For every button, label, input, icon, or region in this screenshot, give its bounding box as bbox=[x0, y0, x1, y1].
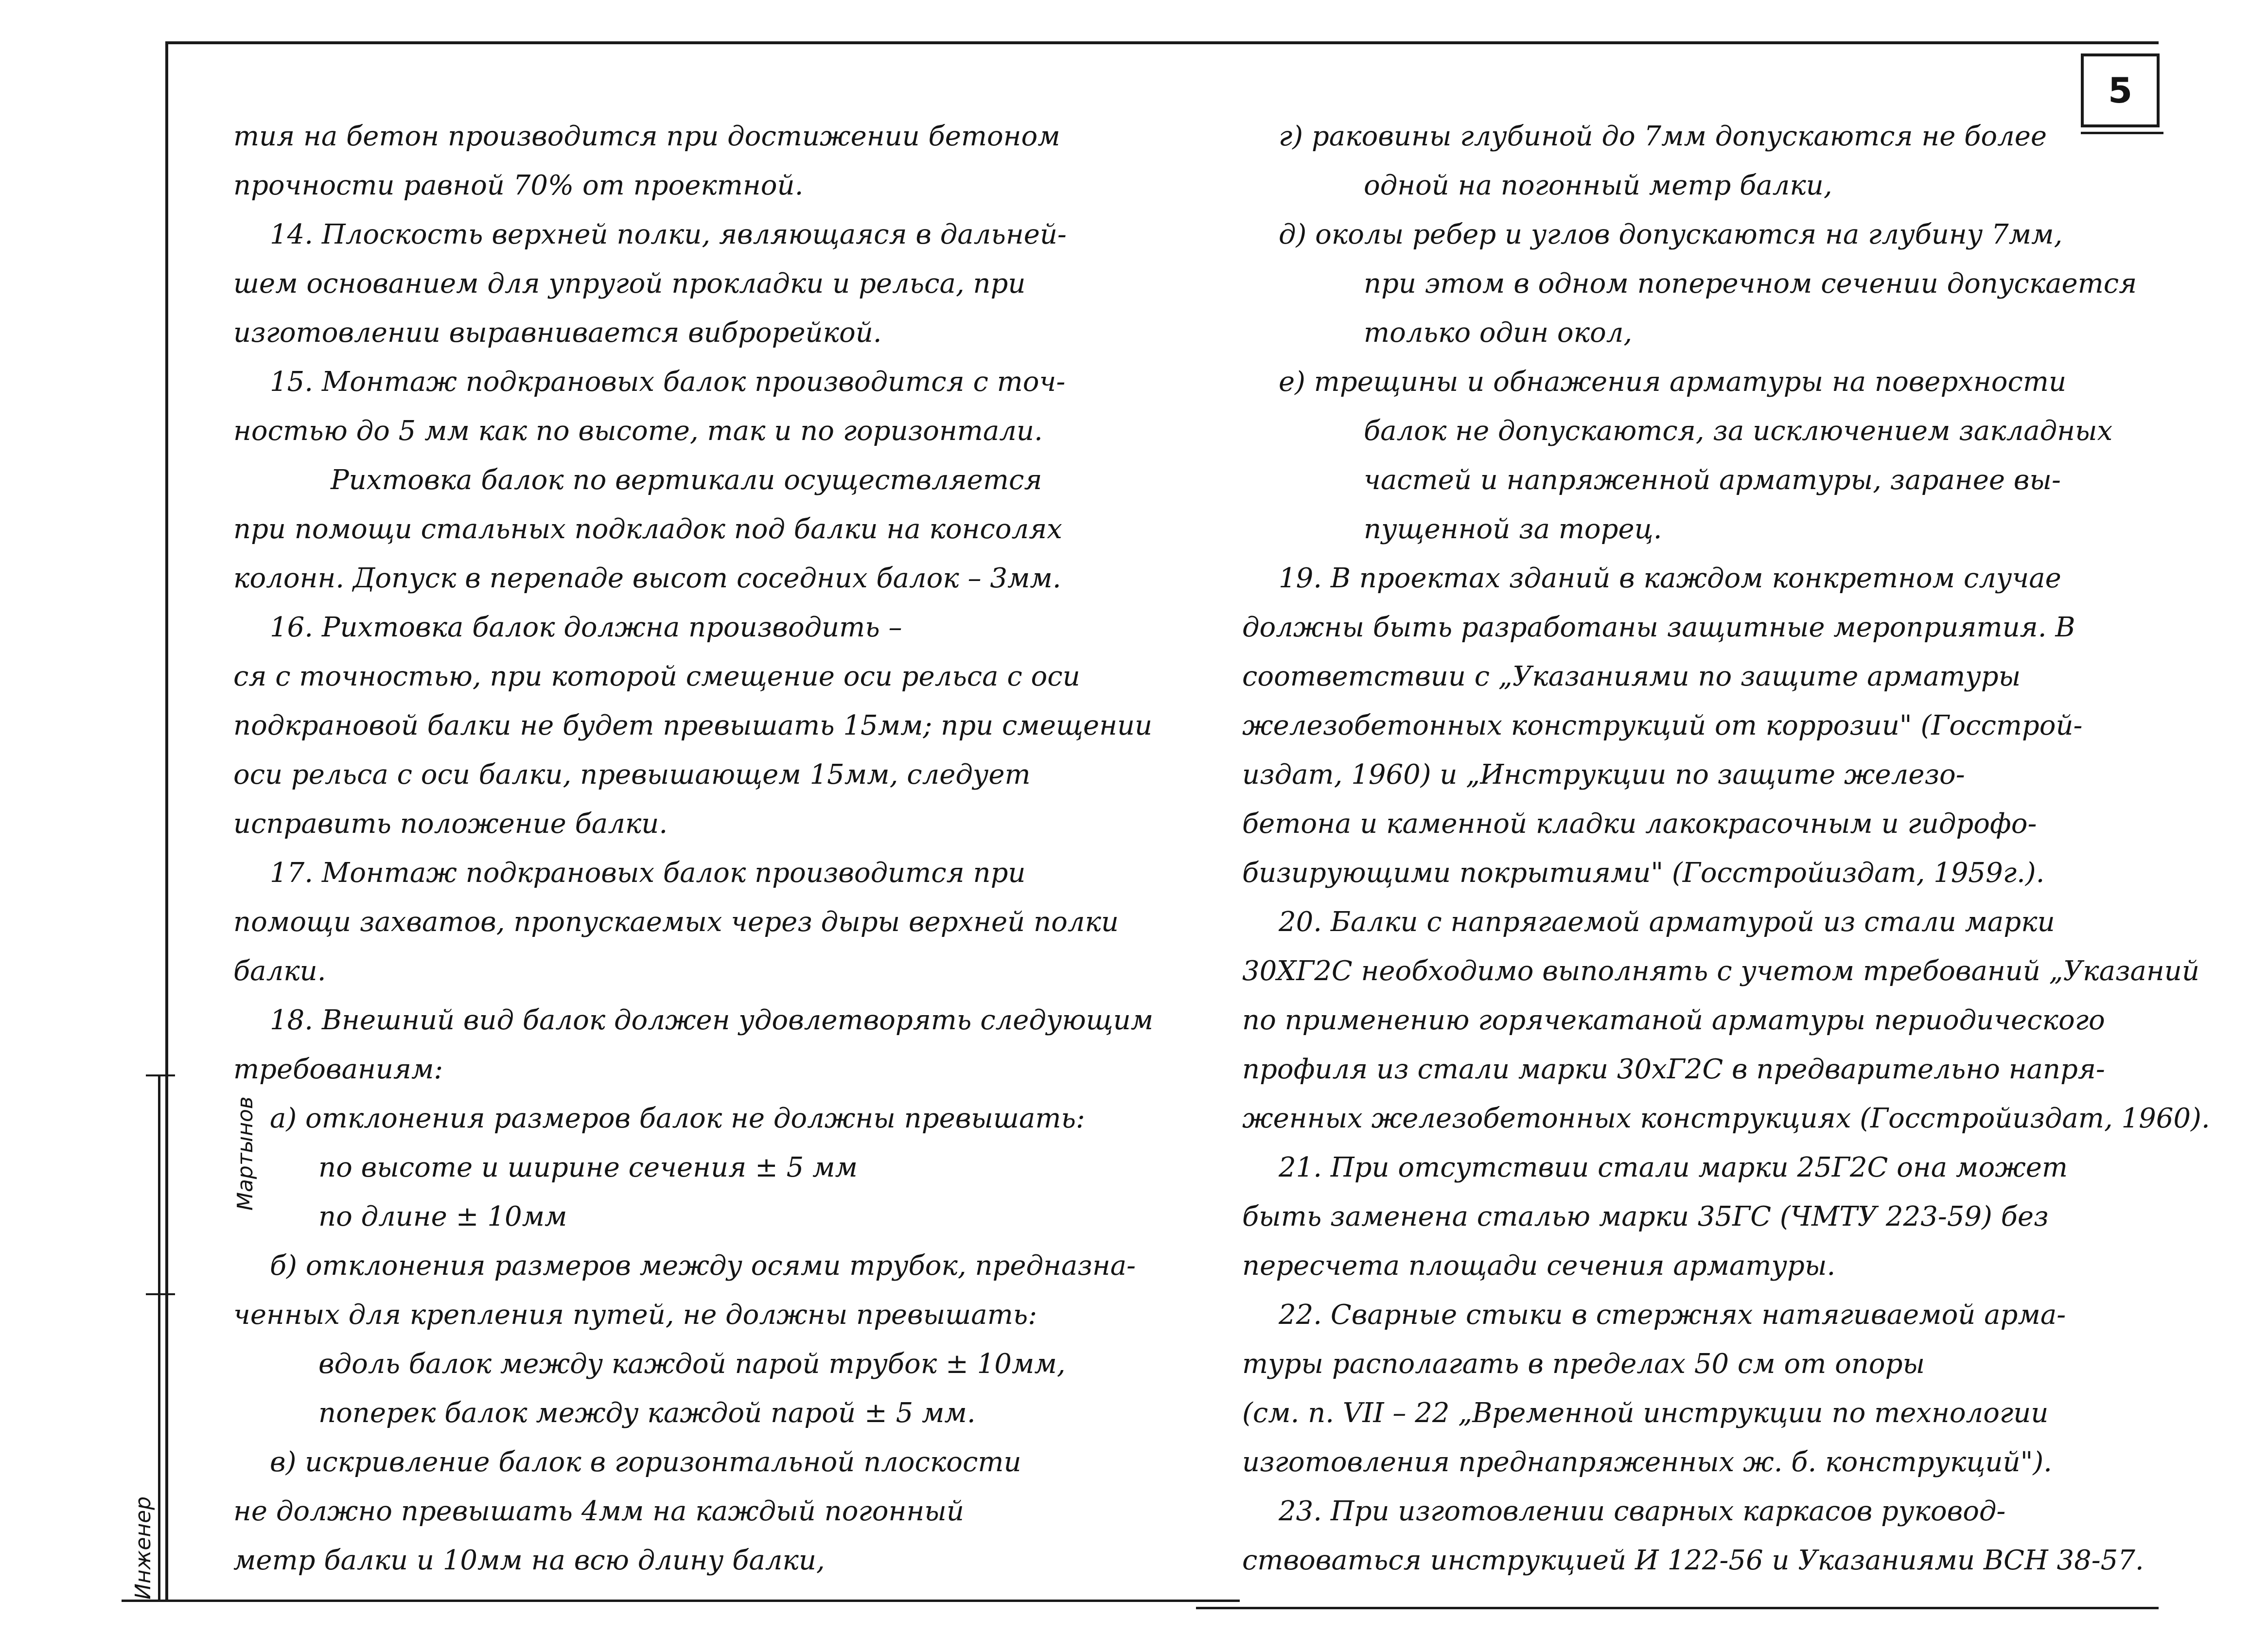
text-line: 17. Монтаж подкрановых балок производится при bbox=[270, 857, 1026, 889]
text-line: туры располагать в пределах 50 см от опоры bbox=[1242, 1348, 1925, 1380]
text-line: ностью до 5 мм как по высоте, так и по горизонтали. bbox=[233, 415, 1043, 447]
text-line: поперек балок между каждой парой ± 5 мм. bbox=[318, 1397, 976, 1429]
text-line: при этом в одном поперечном сечении допускается bbox=[1364, 268, 2137, 299]
stamp-role: Инженер bbox=[131, 1496, 156, 1600]
text-line: бетона и каменной кладки лакокрасочным и гидрофо- bbox=[1242, 808, 2037, 840]
right-text-column bbox=[1242, 112, 2210, 1585]
text-line: требованиям: bbox=[233, 1054, 443, 1085]
text-line: по высоте и ширине сечения ± 5 мм bbox=[318, 1152, 858, 1183]
text-line: соответствии с „Указаниями по защите арматуры bbox=[1242, 661, 2021, 692]
stamp-separator bbox=[146, 1074, 175, 1076]
text-line: 22. Сварные стыки в стержнях натягиваемой арма- bbox=[1279, 1299, 2066, 1331]
text-line: железобетонных конструкций от коррозии" (Госстрой- bbox=[1242, 710, 2083, 741]
page-number: 5 bbox=[2108, 70, 2133, 111]
text-line: быть заменена сталью марки 35ГС (ЧМТУ 223-59) без bbox=[1242, 1201, 2049, 1232]
left-text-column bbox=[233, 112, 1157, 1585]
text-line: 14. Плоскость верхней полки, являющаяся в дальней- bbox=[270, 219, 1067, 250]
text-line: не должно превышать 4мм на каждый погонный bbox=[233, 1495, 964, 1527]
text-line: балок не допускаются, за исключением закладных bbox=[1364, 415, 2113, 447]
text-line: прочности равной 70% от проектной. bbox=[233, 170, 804, 201]
text-line: балки. bbox=[233, 955, 326, 987]
text-line: подкрановой балки не будет превышать 15мм; при смещении bbox=[233, 710, 1153, 741]
text-line: должны быть разработаны защитные мероприятия. В bbox=[1242, 612, 2075, 643]
text-line: д) околы ребер и углов допускаются на глубину 7мм, bbox=[1279, 219, 2063, 250]
text-line: частей и напряженной арматуры, заранее вы- bbox=[1364, 464, 2061, 496]
text-line: колонн. Допуск в перепаде высот соседних балок – 3мм. bbox=[233, 563, 1061, 594]
text-line: 30ХГ2С необходимо выполнять с учетом требований „Указаний bbox=[1242, 955, 2199, 987]
text-line: б) отклонения размеров между осями трубок, предназна- bbox=[270, 1250, 1136, 1282]
text-line: пущенной за торец. bbox=[1364, 513, 1662, 545]
text-line: 20. Балки с напрягаемой арматурой из стали марки bbox=[1279, 906, 2055, 938]
text-line: при помощи стальных подкладок под балки на консолях bbox=[233, 513, 1062, 545]
text-line: бизирующими покрытиями" (Госстройиздат, 1959г.). bbox=[1242, 857, 2045, 889]
text-line: 21. При отсутствии стали марки 25Г2С она может bbox=[1279, 1152, 2068, 1183]
title-stamp bbox=[117, 1074, 258, 1600]
text-line: а) отклонения размеров балок не должны превышать: bbox=[270, 1103, 1085, 1134]
text-line: ствоваться инструкцией И 122-56 и Указаниями ВСН 38-57. bbox=[1242, 1545, 2144, 1576]
text-line: только один окол, bbox=[1364, 317, 1633, 349]
text-line: г) раковины глубиной до 7мм допускаются не более bbox=[1279, 121, 2047, 152]
text-line: по применению горячекатаной арматуры периодического bbox=[1242, 1004, 2105, 1036]
frame-bottom-border-right bbox=[1196, 1607, 2159, 1609]
text-line: 23. При изготовлении сварных каркасов руковод- bbox=[1279, 1495, 2006, 1527]
text-line: женных железобетонных конструкциях (Госстройиздат, 1960). bbox=[1242, 1103, 2210, 1134]
text-line: метр балки и 10мм на всю длину балки, bbox=[233, 1545, 825, 1576]
text-line: ченных для крепления путей, не должны превышать: bbox=[233, 1299, 1037, 1331]
text-line: 19. В проектах зданий в каждом конкретном случае bbox=[1279, 563, 2061, 594]
text-line: е) трещины и обнажения арматуры на поверхности bbox=[1279, 366, 2067, 398]
text-line: изготовления преднапряженных ж. б. конструкций"). bbox=[1242, 1446, 2052, 1478]
text-line: одной на погонный метр балки, bbox=[1364, 170, 1832, 201]
text-line: Рихтовка балок по вертикали осуществляется bbox=[331, 464, 1042, 496]
text-line: по длине ± 10мм bbox=[318, 1201, 567, 1232]
text-line: издат, 1960) и „Инструкции по защите железо- bbox=[1242, 759, 1965, 791]
text-line: исправить положение балки. bbox=[233, 808, 668, 840]
text-line: пересчета площади сечения арматуры. bbox=[1242, 1250, 1836, 1282]
frame-bottom-border-left bbox=[122, 1600, 1240, 1602]
text-line: шем основанием для упругой прокладки и рельса, при bbox=[233, 268, 1026, 299]
text-line: изготовлении выравнивается виброрейкой. bbox=[233, 317, 882, 349]
text-line: (см. п. VII – 22 „Временной инструкции по технологии bbox=[1242, 1397, 2049, 1429]
text-line: 16. Рихтовка балок должна производить – bbox=[270, 612, 902, 643]
stamp-name: Мартынов bbox=[233, 1096, 258, 1211]
text-line: вдоль балок между каждой парой трубок ± 10мм, bbox=[318, 1348, 1066, 1380]
text-line: в) искривление балок в горизонтальной плоскости bbox=[270, 1446, 1021, 1478]
text-line: помощи захватов, пропускаемых через дыры верхней полки bbox=[233, 906, 1119, 938]
text-line: оси рельса с оси балки, превышающем 15мм, следует bbox=[233, 759, 1031, 791]
text-line: 15. Монтаж подкрановых балок производится с точ- bbox=[270, 366, 1066, 398]
stamp-divider bbox=[158, 1074, 160, 1600]
frame-left-border bbox=[165, 41, 168, 1602]
text-line: ся с точностью, при которой смещение оси рельса с оси bbox=[233, 661, 1080, 692]
text-line: тия на бетон производится при достижении бетоном bbox=[233, 121, 1060, 152]
text-line: профиля из стали марки 30хГ2С в предварительно напря- bbox=[1242, 1054, 2105, 1085]
stamp-separator bbox=[146, 1293, 175, 1295]
text-line: 18. Внешний вид балок должен удовлетворять следующим bbox=[270, 1004, 1154, 1036]
frame-top-border bbox=[168, 41, 2159, 44]
